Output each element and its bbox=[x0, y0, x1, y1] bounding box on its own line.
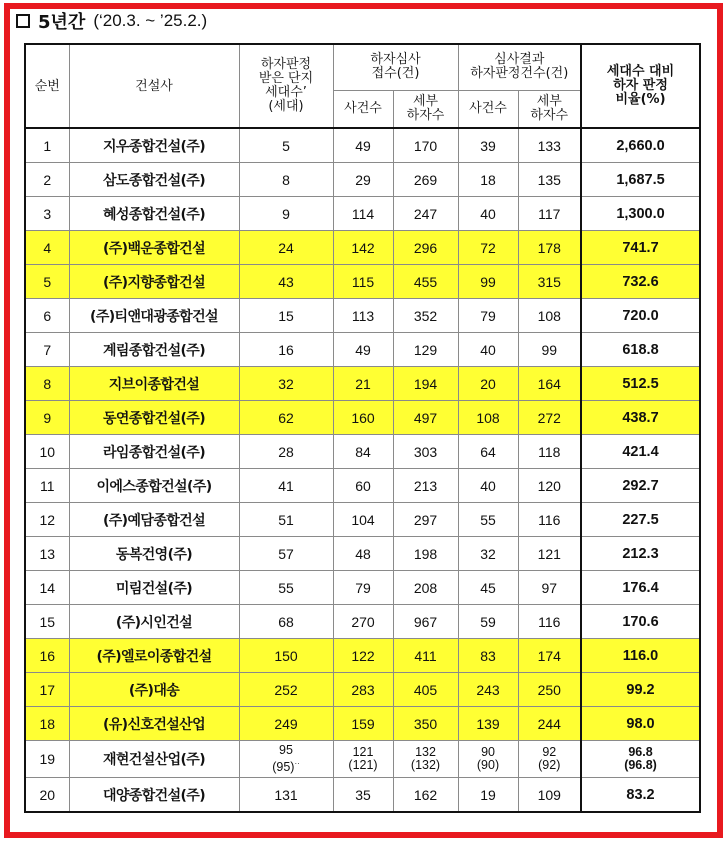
row-result-cases: 45 bbox=[458, 571, 518, 605]
table-row bbox=[25, 571, 700, 605]
row-units: 28 bbox=[239, 435, 333, 469]
row-units: 8 bbox=[239, 163, 333, 197]
header-units: 하자판정 받은 단지 세대수’ (세대) bbox=[239, 44, 333, 128]
row-no: 20 bbox=[25, 778, 69, 813]
row-company: 재현건설산업(주) bbox=[69, 741, 239, 778]
row-no: 4 bbox=[25, 231, 69, 265]
row-review-cases: 104 bbox=[333, 503, 393, 537]
row-review-details: 213 bbox=[393, 469, 458, 503]
row-review-cases: 270 bbox=[333, 605, 393, 639]
row-review-details: 208 bbox=[393, 571, 458, 605]
header-no: 순번 bbox=[25, 44, 69, 128]
row-ratio: 292.7 bbox=[581, 469, 700, 503]
header-review: 하자심사 접수(건) bbox=[333, 44, 458, 90]
row-company: 삼도종합건설(주) bbox=[69, 163, 239, 197]
row-review-details: 170 bbox=[393, 128, 458, 163]
row-result-cases: 40 bbox=[458, 197, 518, 231]
row-units: 62 bbox=[239, 401, 333, 435]
row-review-cases: 113 bbox=[333, 299, 393, 333]
row-units: 32 bbox=[239, 367, 333, 401]
header-review-cases: 사건수 bbox=[333, 90, 393, 128]
row-company: (주)엘로이종합건설 bbox=[69, 639, 239, 673]
table-row bbox=[25, 197, 700, 231]
row-result-details: 117 bbox=[518, 197, 581, 231]
table-row bbox=[25, 163, 700, 197]
row-review-cases: 283 bbox=[333, 673, 393, 707]
row-result-details: 174 bbox=[518, 639, 581, 673]
header-review-details: 세부 하자수 bbox=[393, 90, 458, 128]
square-bullet-icon bbox=[16, 14, 30, 28]
row-ratio: 227.5 bbox=[581, 503, 700, 537]
defect-ranking-table bbox=[24, 43, 701, 813]
row-review-details: 194 bbox=[393, 367, 458, 401]
row-result-cases: 79 bbox=[458, 299, 518, 333]
row-company: 지우종합건설(주) bbox=[69, 128, 239, 163]
row-company: (유)신호건설산업 bbox=[69, 707, 239, 741]
row-review-cases: 21 bbox=[333, 367, 393, 401]
table-row bbox=[25, 367, 700, 401]
table-row bbox=[25, 503, 700, 537]
table-row bbox=[25, 265, 700, 299]
header-result-details: 세부 하자수 bbox=[518, 90, 581, 128]
table-row bbox=[25, 128, 700, 163]
row-result-cases: 90 (90) bbox=[458, 741, 518, 778]
row-units: 150 bbox=[239, 639, 333, 673]
row-ratio: 98.0 bbox=[581, 707, 700, 741]
row-review-cases: 122 bbox=[333, 639, 393, 673]
table-row bbox=[25, 673, 700, 707]
row-ratio: 2,660.0 bbox=[581, 128, 700, 163]
table-row bbox=[25, 605, 700, 639]
row-review-details: 269 bbox=[393, 163, 458, 197]
row-review-details: 303 bbox=[393, 435, 458, 469]
row-review-cases: 114 bbox=[333, 197, 393, 231]
table-row bbox=[25, 537, 700, 571]
table-row bbox=[25, 778, 700, 813]
row-company: 동복건영(주) bbox=[69, 537, 239, 571]
table-row bbox=[25, 469, 700, 503]
row-result-details: 99 bbox=[518, 333, 581, 367]
row-result-cases: 20 bbox=[458, 367, 518, 401]
row-no: 9 bbox=[25, 401, 69, 435]
row-no: 10 bbox=[25, 435, 69, 469]
row-result-details: 97 bbox=[518, 571, 581, 605]
row-no: 7 bbox=[25, 333, 69, 367]
row-units: 252 bbox=[239, 673, 333, 707]
row-ratio: 116.0 bbox=[581, 639, 700, 673]
row-company: (주)티앤대광종합건설 bbox=[69, 299, 239, 333]
row-ratio: 176.4 bbox=[581, 571, 700, 605]
row-review-details: 247 bbox=[393, 197, 458, 231]
row-review-details: 296 bbox=[393, 231, 458, 265]
row-ratio: 421.4 bbox=[581, 435, 700, 469]
row-review-details: 162 bbox=[393, 778, 458, 813]
row-result-details: 116 bbox=[518, 605, 581, 639]
row-review-cases: 160 bbox=[333, 401, 393, 435]
row-units: 24 bbox=[239, 231, 333, 265]
row-ratio: 170.6 bbox=[581, 605, 700, 639]
row-result-cases: 139 bbox=[458, 707, 518, 741]
row-review-cases: 60 bbox=[333, 469, 393, 503]
row-result-cases: 18 bbox=[458, 163, 518, 197]
row-units: 5 bbox=[239, 128, 333, 163]
row-units: 55 bbox=[239, 571, 333, 605]
row-units: 68 bbox=[239, 605, 333, 639]
table-body bbox=[25, 128, 700, 812]
row-company: 이에스종합건설(주) bbox=[69, 469, 239, 503]
table-row bbox=[25, 333, 700, 367]
row-no: 19 bbox=[25, 741, 69, 778]
row-units: 41 bbox=[239, 469, 333, 503]
row-result-cases: 39 bbox=[458, 128, 518, 163]
row-review-cases: 159 bbox=[333, 707, 393, 741]
row-ratio: 1,300.0 bbox=[581, 197, 700, 231]
table-header bbox=[25, 44, 700, 128]
row-result-cases: 72 bbox=[458, 231, 518, 265]
row-no: 6 bbox=[25, 299, 69, 333]
row-review-details: 411 bbox=[393, 639, 458, 673]
row-ratio: 512.5 bbox=[581, 367, 700, 401]
row-result-details: 164 bbox=[518, 367, 581, 401]
row-result-cases: 32 bbox=[458, 537, 518, 571]
row-review-cases: 48 bbox=[333, 537, 393, 571]
row-ratio: 741.7 bbox=[581, 231, 700, 265]
row-ratio: 99.2 bbox=[581, 673, 700, 707]
row-review-cases: 49 bbox=[333, 128, 393, 163]
row-review-details: 497 bbox=[393, 401, 458, 435]
row-ratio: 212.3 bbox=[581, 537, 700, 571]
row-no: 3 bbox=[25, 197, 69, 231]
row-units: 249 bbox=[239, 707, 333, 741]
row-company: (주)예담종합건설 bbox=[69, 503, 239, 537]
row-company: 혜성종합건설(주) bbox=[69, 197, 239, 231]
row-review-cases: 29 bbox=[333, 163, 393, 197]
row-result-details: 120 bbox=[518, 469, 581, 503]
row-review-details: 455 bbox=[393, 265, 458, 299]
row-result-cases: 99 bbox=[458, 265, 518, 299]
row-result-details: 92 (92) bbox=[518, 741, 581, 778]
row-review-details: 405 bbox=[393, 673, 458, 707]
row-result-details: 109 bbox=[518, 778, 581, 813]
row-ratio: 618.8 bbox=[581, 333, 700, 367]
row-company: (주)백운종합건설 bbox=[69, 231, 239, 265]
row-result-cases: 64 bbox=[458, 435, 518, 469]
row-review-details: 352 bbox=[393, 299, 458, 333]
row-review-details: 967 bbox=[393, 605, 458, 639]
row-ratio: 96.8 (96.8) bbox=[581, 741, 700, 778]
row-review-cases: 121 (121) bbox=[333, 741, 393, 778]
row-result-details: 133 bbox=[518, 128, 581, 163]
row-result-details: 108 bbox=[518, 299, 581, 333]
row-result-cases: 108 bbox=[458, 401, 518, 435]
table-row bbox=[25, 639, 700, 673]
row-company: 미림건설(주) bbox=[69, 571, 239, 605]
table-row bbox=[25, 435, 700, 469]
row-review-cases: 49 bbox=[333, 333, 393, 367]
table-row bbox=[25, 231, 700, 265]
row-company: 계림종합건설(주) bbox=[69, 333, 239, 367]
row-no: 17 bbox=[25, 673, 69, 707]
row-company: (주)대송 bbox=[69, 673, 239, 707]
header-company: 건설사 bbox=[69, 44, 239, 128]
row-result-details: 121 bbox=[518, 537, 581, 571]
row-no: 14 bbox=[25, 571, 69, 605]
row-units: 16 bbox=[239, 333, 333, 367]
table-row bbox=[25, 707, 700, 741]
row-result-details: 244 bbox=[518, 707, 581, 741]
row-result-details: 272 bbox=[518, 401, 581, 435]
row-ratio: 1,687.5 bbox=[581, 163, 700, 197]
row-units: 15 bbox=[239, 299, 333, 333]
row-result-details: 315 bbox=[518, 265, 581, 299]
row-review-details: 297 bbox=[393, 503, 458, 537]
row-result-cases: 19 bbox=[458, 778, 518, 813]
row-review-cases: 84 bbox=[333, 435, 393, 469]
row-review-cases: 115 bbox=[333, 265, 393, 299]
row-result-cases: 40 bbox=[458, 333, 518, 367]
row-result-details: 118 bbox=[518, 435, 581, 469]
row-no: 12 bbox=[25, 503, 69, 537]
row-company: 라임종합건설(주) bbox=[69, 435, 239, 469]
table-title bbox=[16, 9, 207, 33]
header-result: 심사결과 하자판정건수(건) bbox=[458, 44, 581, 90]
row-ratio: 83.2 bbox=[581, 778, 700, 813]
row-result-cases: 55 bbox=[458, 503, 518, 537]
row-no: 5 bbox=[25, 265, 69, 299]
row-no: 8 bbox=[25, 367, 69, 401]
row-result-cases: 243 bbox=[458, 673, 518, 707]
row-units: 9 bbox=[239, 197, 333, 231]
row-units: 57 bbox=[239, 537, 333, 571]
row-review-details: 350 bbox=[393, 707, 458, 741]
row-no: 18 bbox=[25, 707, 69, 741]
row-ratio: 438.7 bbox=[581, 401, 700, 435]
row-no: 1 bbox=[25, 128, 69, 163]
row-company: 지브이종합건설 bbox=[69, 367, 239, 401]
row-result-cases: 59 bbox=[458, 605, 518, 639]
row-units: 131 bbox=[239, 778, 333, 813]
header-ratio: 세대수 대비 하자 판정 비율(%) bbox=[581, 44, 700, 128]
row-result-details: 178 bbox=[518, 231, 581, 265]
row-result-cases: 40 bbox=[458, 469, 518, 503]
footnote-mark: ·· bbox=[294, 758, 300, 768]
row-no: 13 bbox=[25, 537, 69, 571]
row-company: (주)시인건설 bbox=[69, 605, 239, 639]
row-company: 대양종합건설(주) bbox=[69, 778, 239, 813]
row-no: 15 bbox=[25, 605, 69, 639]
row-result-details: 135 bbox=[518, 163, 581, 197]
row-no: 16 bbox=[25, 639, 69, 673]
row-ratio: 732.6 bbox=[581, 265, 700, 299]
row-company: (주)지향종합건설 bbox=[69, 265, 239, 299]
row-review-cases: 35 bbox=[333, 778, 393, 813]
row-no: 2 bbox=[25, 163, 69, 197]
title-period: (‘20.3. ~ ’25.2.) bbox=[93, 11, 208, 30]
row-result-details: 250 bbox=[518, 673, 581, 707]
row-review-details: 129 bbox=[393, 333, 458, 367]
row-units: 43 bbox=[239, 265, 333, 299]
row-review-details: 132 (132) bbox=[393, 741, 458, 778]
row-result-cases: 83 bbox=[458, 639, 518, 673]
row-units: 51 bbox=[239, 503, 333, 537]
row-no: 11 bbox=[25, 469, 69, 503]
table-row bbox=[25, 741, 700, 778]
row-company: 동연종합건설(주) bbox=[69, 401, 239, 435]
table-row bbox=[25, 401, 700, 435]
header-result-cases: 사건수 bbox=[458, 90, 518, 128]
row-review-cases: 79 bbox=[333, 571, 393, 605]
row-result-details: 116 bbox=[518, 503, 581, 537]
table-row bbox=[25, 299, 700, 333]
row-review-cases: 142 bbox=[333, 231, 393, 265]
row-ratio: 720.0 bbox=[581, 299, 700, 333]
row-review-details: 198 bbox=[393, 537, 458, 571]
row-units: 95 (95)·· bbox=[239, 741, 333, 778]
title-main: 5년간 bbox=[38, 12, 86, 33]
